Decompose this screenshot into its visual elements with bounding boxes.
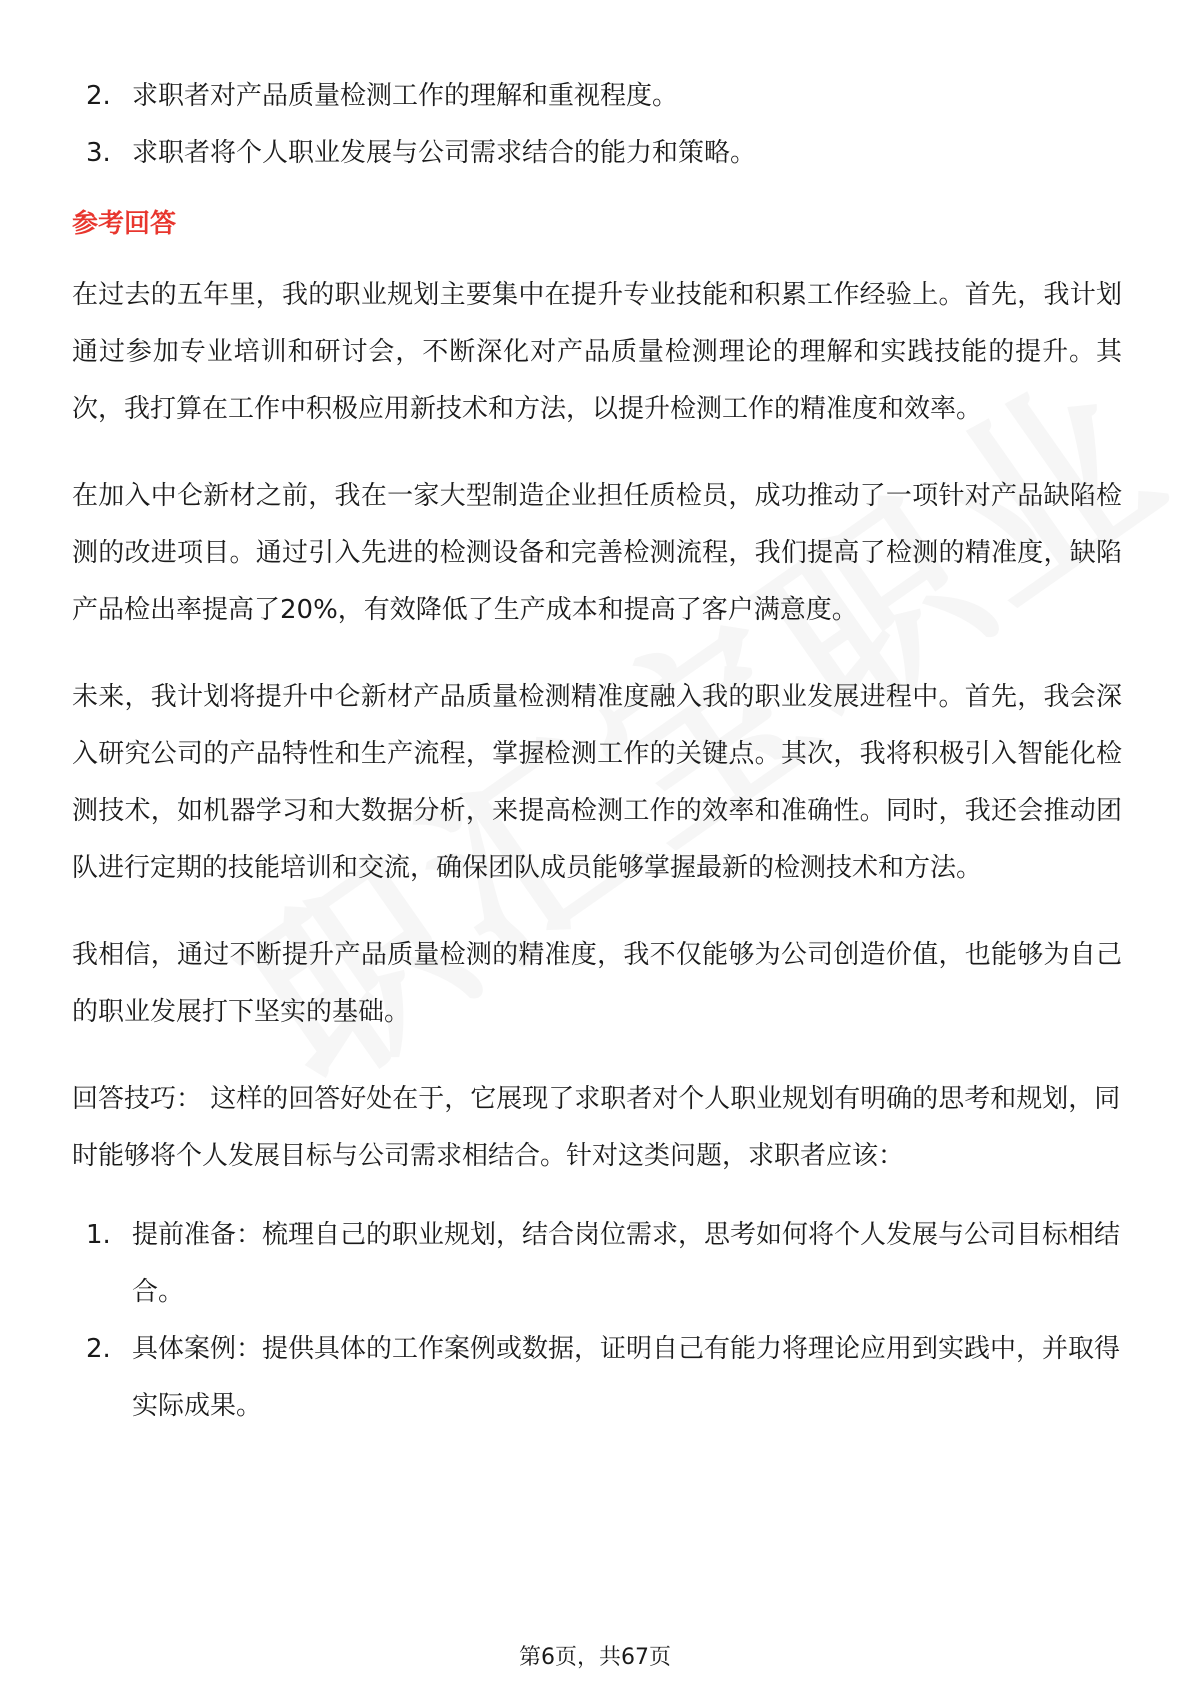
list-number: 2. — [86, 81, 111, 111]
list-item — [72, 125, 1122, 182]
list-text: 求职者将个人职业发展与公司需求结合的能力和策略。 — [132, 138, 757, 168]
list-item — [72, 68, 1122, 125]
list-number: 2. — [86, 1334, 111, 1364]
answer-paragraph: 我相信，通过不断提升产品质量检测的精准度，我不仅能够为公司创造价值，也能够为自己的职业发展打下坚实的基础。 — [72, 940, 1122, 1027]
list-text: 求职者对产品质量检测工作的理解和重视程度。 — [132, 81, 679, 111]
list-number: 1. — [86, 1220, 111, 1250]
answer-paragraph: 在过去的五年里，我的职业规划主要集中在提升专业技能和积累工作经验上。首先，我计划通过参加专业培训和研讨会，不断深化对产品质量检测理论的理解和实践技能的提升。其次，我打算在工作中积极应用新技术和方法，以提升检测工作的精准度和效率。 — [72, 280, 1122, 424]
section-title: 参考回答 — [72, 209, 177, 239]
list-text: 具体案例：提供具体的工作案例或数据，证明自己有能力将理论应用到实践中，并取得实际成果。 — [132, 1334, 1121, 1421]
answer-tips: 回答技巧： 这样的回答好处在于，它展现了求职者对个人职业规划有明确的思考和规划，同时能够将个人发展目标与公司需求相结合。针对这类问题，求职者应该： — [72, 1084, 1121, 1171]
tips-list — [72, 1207, 1122, 1435]
question-focus-list — [72, 68, 1122, 182]
answer-paragraph: 在加入中仑新材之前，我在一家大型制造企业担任质检员，成功推动了一项针对产品缺陷检测的改进项目。通过引入先进的检测设备和完善检测流程，我们提高了检测的精准度，缺陷产品检出率提高了20%，有效降低了生产成本和提高了客户满意度。 — [72, 481, 1122, 625]
page-footer: 第6页，共67页 — [519, 1645, 671, 1670]
answer-paragraph: 未来，我计划将提升中仑新材产品质量检测精准度融入我的职业发展进程中。首先，我会深入研究公司的产品特性和生产流程，掌握检测工作的关键点。其次，我将积极引入智能化检测技术，如机器学习和大数据分析，来提高检测工作的效率和准确性。同时，我还会推动团队进行定期的技能培训和交流，确保团队成员能够掌握最新的检测技术和方法。 — [72, 682, 1122, 883]
list-item — [72, 1321, 1122, 1435]
page-content — [72, 68, 1122, 1435]
list-number: 3. — [86, 138, 111, 168]
list-text: 提前准备：梳理自己的职业规划，结合岗位需求，思考如何将个人发展与公司目标相结合。 — [132, 1220, 1121, 1307]
list-item — [72, 1207, 1122, 1321]
